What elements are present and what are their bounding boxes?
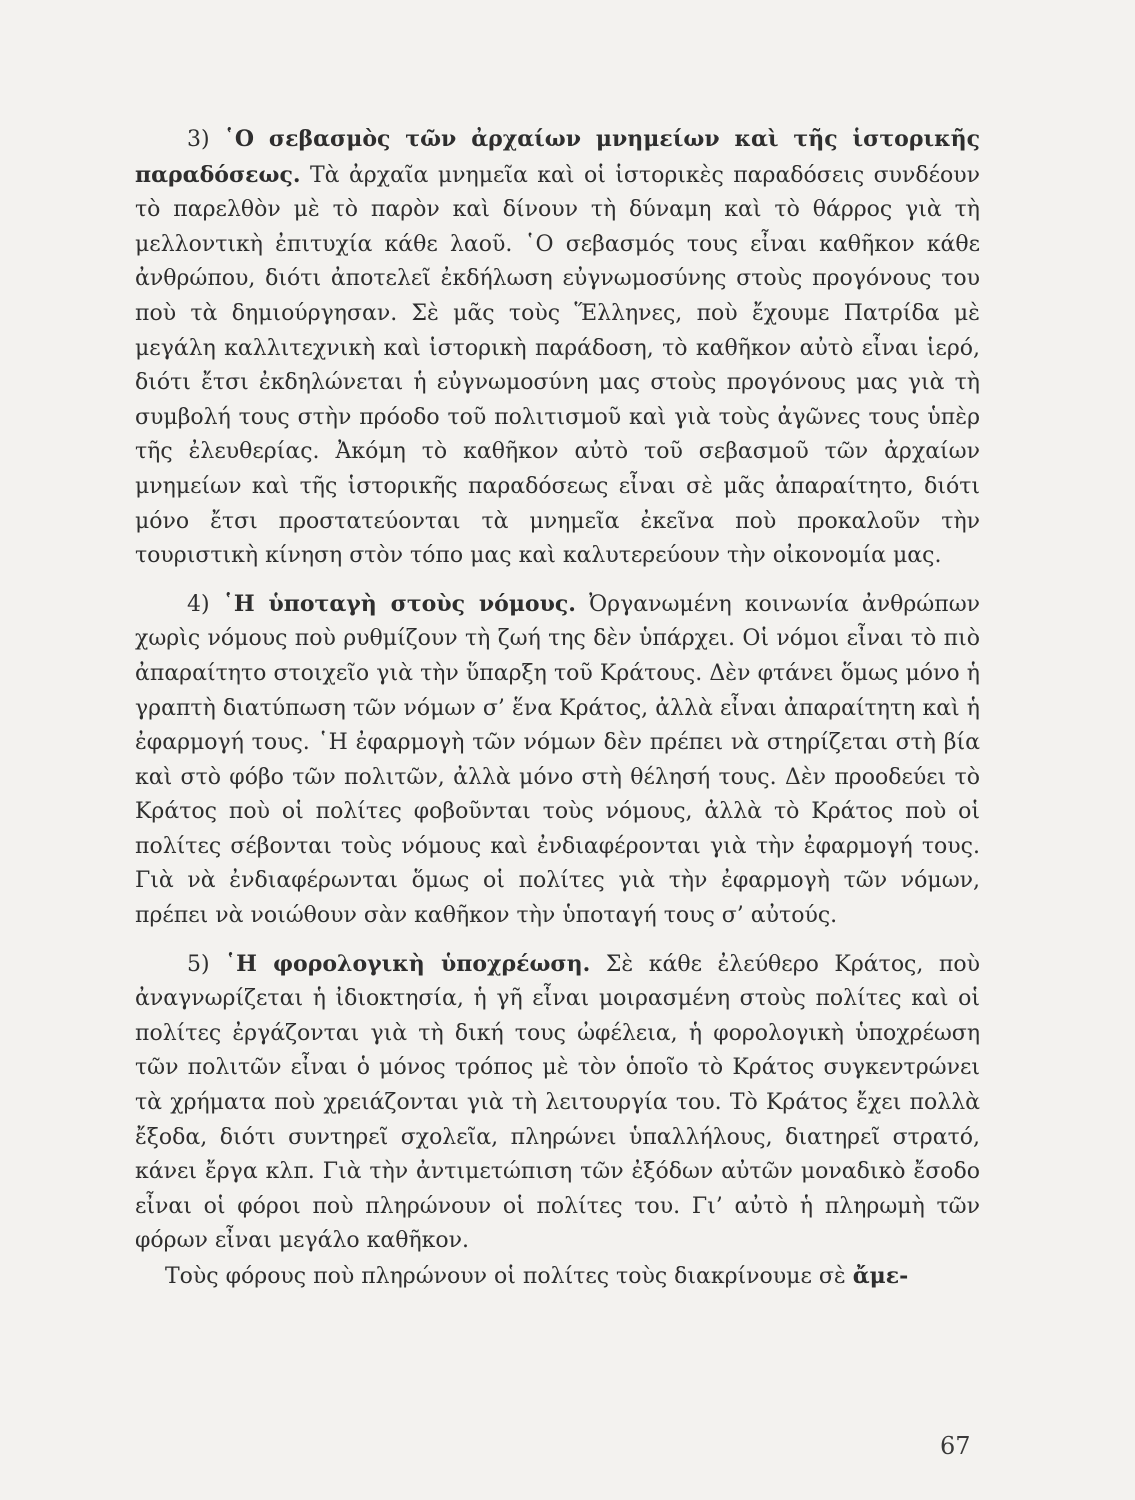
- paragraph-5-number: 5): [187, 951, 210, 977]
- paragraph-3-number: 3): [187, 127, 210, 152]
- page-number: 67: [940, 1432, 971, 1460]
- paragraph-5-heading: ῾Η φορολογικὴ ὑποχρέωση.: [225, 950, 591, 977]
- paragraph-4-body: Ὀργανωμένη κοινωνία ἀνθρώπων χωρὶς νόμους ποὺ ρυθμίζουν τὴ ζωή της δὲν ὑπάρχει. Οἱ νόμοι εἶναι τὸ πιὸ ἀπαραίτητο στοιχεῖο γιὰ τὴν ὕπαρξη τοῦ Κράτους. Δὲν φτάνει ὅμως μόνο ἡ γραπτὴ διατύπωση τῶν νόμων σ’ ἕνα Κράτος, ἀλλὰ εἶναι ἀπαραίτητη καὶ ἡ ἐφαρμογή τους. ῾Η ἐφαρμογὴ τῶν νόμων δὲν πρέπει νὰ στηρίζεται στὴ βία καὶ στὸ φόβο τῶν πολιτῶν, ἀλλὰ μόνο στὴ θέλησή τους. Δὲν προοδεύει τὸ Κράτος ποὺ οἱ πολίτες φοβοῦνται τοὺς νόμους, ἀλλὰ τὸ Κράτος ποὺ οἱ πολίτες σέβονται τοὺς νόμους καὶ ἐνδιαφέρονται γιὰ τὴν ἐφαρμογή τους. Γιὰ νὰ ἐνδιαφέρωνται ὅμως οἱ πολίτες γιὰ τὴν ἐφαρμογὴ τῶν νόμων, πρέπει νὰ νοιώθουν σὰν καθῆκον τὴν ὑποταγή τους σ’ αὐτούς.: [135, 591, 981, 929]
- paragraph-3: [135, 122, 980, 574]
- paragraph-5-body: Σὲ κάθε ἐλεύθερο Κράτος, ποὺ ἀναγνωρίζεται ἡ ἰδιοκτησία, ἡ γῆ εἶναι μοιρασμένη στοὺς πολίτες καὶ οἱ πολίτες ἐργάζονται γιὰ τὴ δική τους ὠφέλεια, ἡ φορολογικὴ ὑποχρέωση τῶν πολιτῶν εἶναι ὁ μόνος τρόπος μὲ τὸν ὁποῖο τὸ Κράτος συγκεντρώνει τὰ χρήματα ποὺ χρειάζονται γιὰ τὴ λειτουργία του. Τὸ Κράτος ἔχει πολλὰ ἔξοδα, διότι συντηρεῖ σχολεῖα, πληρώνει ὑπαλλήλους, διατηρεῖ στρατό, κάνει ἔργα κλπ. Γιὰ τὴν ἀντιμετώπιση τῶν ἐξόδων αὐτῶν μοναδικὸ ἔσοδο εἶναι οἱ φόροι ποὺ πληρώνουν οἱ πολίτες του. Γι’ αὐτὸ ἡ πληρωμὴ τῶν φόρων εἶναι μεγάλο καθῆκον.: [135, 951, 980, 1254]
- paragraph-5: [135, 947, 980, 1259]
- paragraph-4-number: 4): [187, 591, 210, 617]
- paragraph-taxes-trailing-word: ἄμε-: [852, 1263, 909, 1289]
- paragraph-3-heading: ῾Ο σεβασμὸς τῶν ἀρχαίων μνημείων καὶ τῆς ἱστορικῆς παραδόσεως.: [135, 126, 981, 188]
- paragraph-taxes-body: Τοὺς φόρους ποὺ πληρώνουν οἱ πολίτες τοὺς διακρίνουμε σὲ: [165, 1264, 846, 1289]
- page-body: [135, 122, 980, 1295]
- paragraph-4: [135, 587, 980, 934]
- paragraph-3-body: Τὰ ἀρχαῖα μνημεῖα καὶ οἱ ἱστορικὲς παραδόσεις συνδέουν τὸ παρελθὸν μὲ τὸ παρὸν καὶ δίνουν τὴ δύναμη καὶ τὸ θάρρος γιὰ τὴ μελλοντικὴ ἐπιτυχία κάθε λαοῦ. ῾Ο σεβασμός τους εἶναι καθῆκον κάθε ἀνθρώπου, διότι ἀποτελεῖ ἐκδήλωση εὐγνωμοσύνης στοὺς προγόνους του ποὺ τὰ δημιούργησαν. Σὲ μᾶς τοὺς Ἕλληνες, ποὺ ἔχουμε Πατρίδα μὲ μεγάλη καλλιτεχνικὴ καὶ ἱστορικὴ παράδοση, τὸ καθῆκον αὐτὸ εἶναι ἱερό, διότι ἔτσι ἐκδηλώνεται ἡ εὐγνωμοσύνη μας στοὺς προγόνους μας γιὰ τὴ συμβολή τους στὴν πρόοδο τοῦ πολιτισμοῦ καὶ γιὰ τοὺς ἀγῶνες τους ὑπὲρ τῆς ἐλευθερίας. Ἀκόμη τὸ καθῆκον αὐτὸ τοῦ σεβασμοῦ τῶν ἀρχαίων μνημείων καὶ τῆς ἱστορικῆς παραδόσεως εἶναι σὲ μᾶς ἀπαραίτητο, διότι μόνο ἔτσι προστατεύονται τὰ μνημεῖα ἐκεῖνα ποὺ προκαλοῦν τὴν τουριστικὴ κίνηση στὸν τόπο μας καὶ καλυτερεύουν τὴν οἰκονομία μας.: [135, 162, 980, 569]
- paragraph-4-heading: ῾Η ὑποταγὴ στοὺς νόμους.: [222, 590, 576, 617]
- paragraph-taxes-continued: [135, 1259, 980, 1295]
